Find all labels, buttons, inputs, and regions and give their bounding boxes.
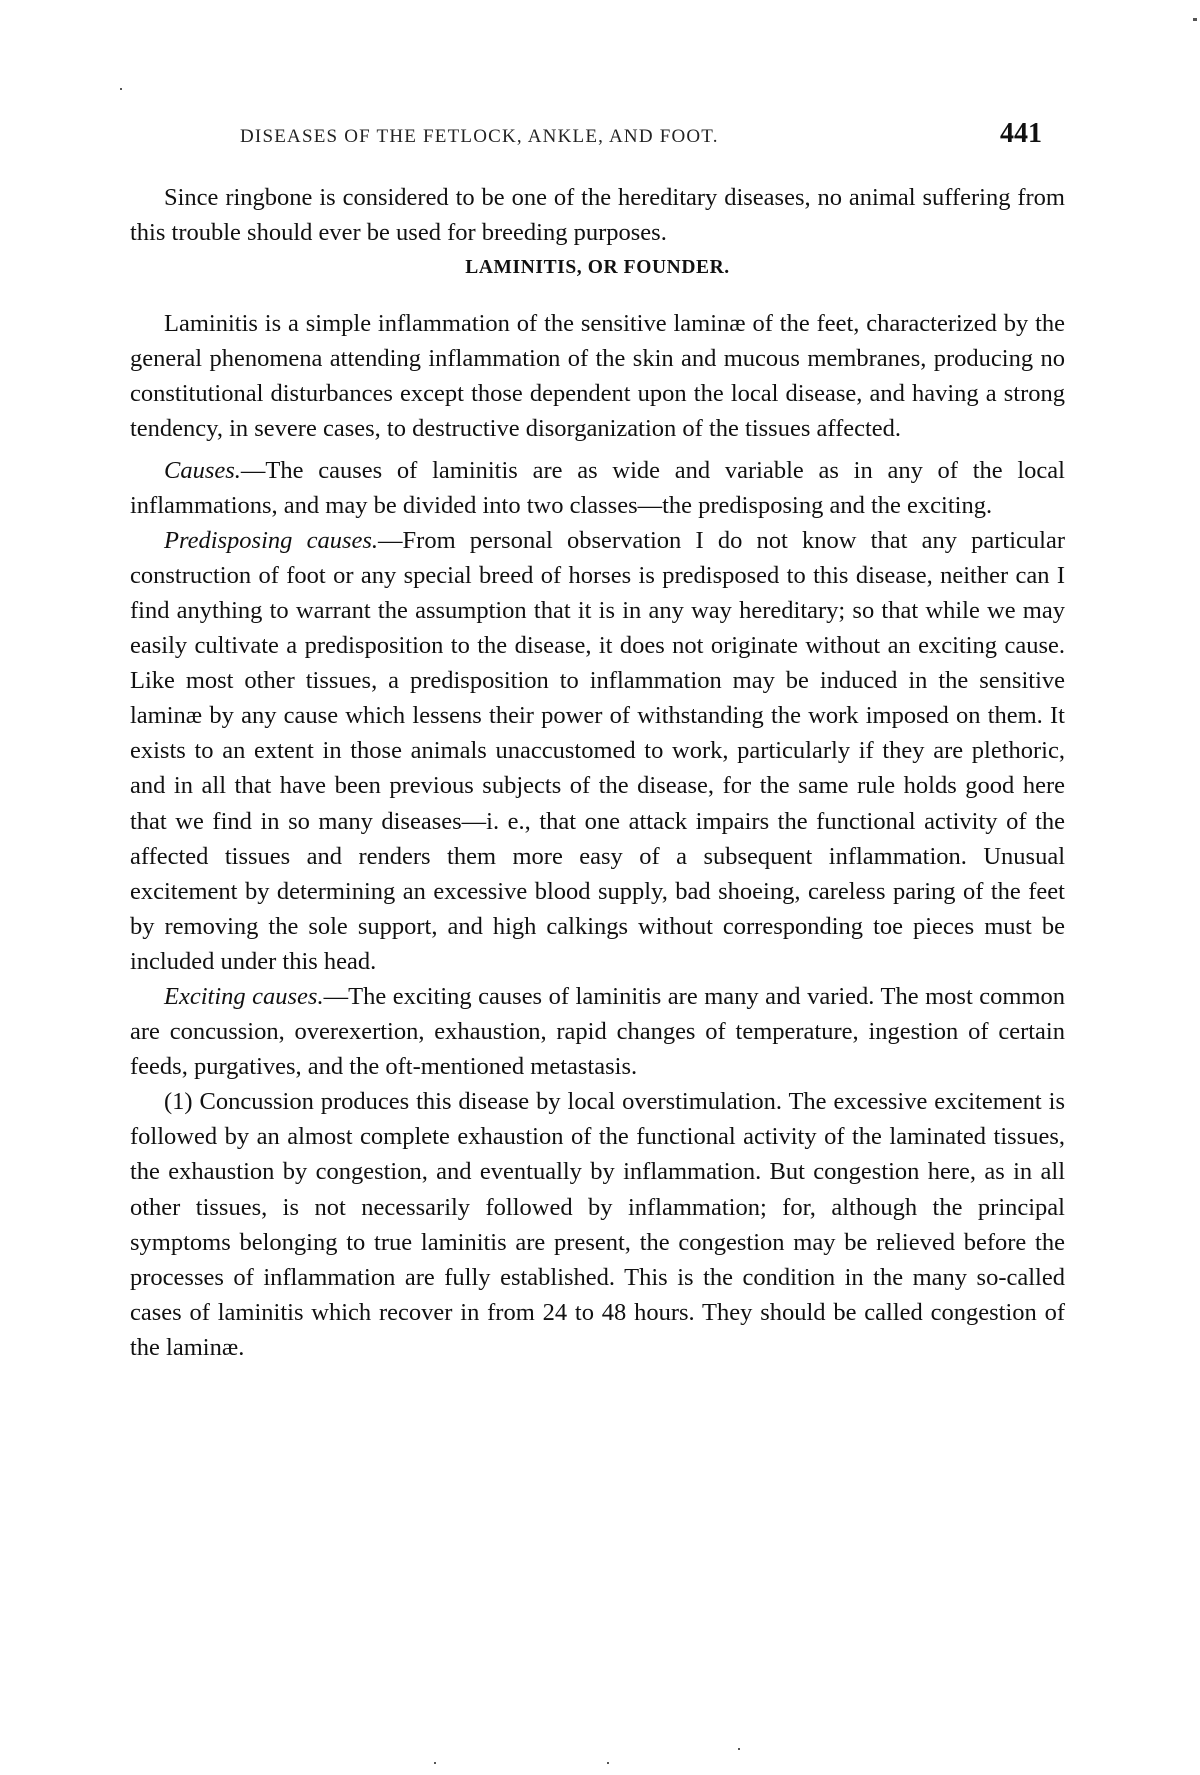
paragraph-definition xyxy=(130,306,1065,446)
paragraph-causes xyxy=(130,453,1065,523)
scan-speck xyxy=(607,1762,609,1764)
paragraph-lead: Exciting causes. xyxy=(164,982,324,1010)
intro-paragraph: Since ringbone is considered to be one of the hereditary diseases, no animal suffering from this trouble should ever be used for breeding purposes. xyxy=(130,184,1065,247)
scan-speck xyxy=(120,88,122,90)
scan-speck xyxy=(1193,18,1197,21)
paragraph-predisposing-causes xyxy=(130,523,1065,979)
paragraph-exciting-causes xyxy=(130,979,1065,1084)
scan-speck xyxy=(434,1762,436,1764)
body-text xyxy=(130,180,1065,1365)
paragraph-text: —The causes of laminitis are as wide and variable as in any of the local inflammations, and may be divided into two classes—the predisposing and the exciting. xyxy=(130,456,1065,519)
paragraph-text: —The exciting causes of laminitis are many and varied. The most common are concussion, overexertion, exhaustion, rapid changes of temperature, ingestion of certain feeds, purgatives, and the oft-mentioned metastasis. xyxy=(130,982,1066,1081)
running-head: DISEASES OF THE FETLOCK, ANKLE, AND FOOT. xyxy=(240,126,719,147)
paragraph-text: Laminitis is a simple inflammation of the sensitive laminæ of the feet, characterized by the general phenomena attending inflammation of the skin and mucous membranes, producing no constitutional disturbances except those dependent upon the local disease, and having a strong tendency, in severe cases, to destructive disorganization of the tissues affected. xyxy=(130,310,1065,443)
paragraph-text: (1) Concussion produces this disease by local overstimulation. The excessive excitement is followed by an almost complete exhaustion of the functional activity of the laminated tissues, the exhaustion by congestion, and eventually by inflammation. But congestion here, as in all other tissues, is not necessarily followed by inflammation; for, although the principal symptoms belonging to true laminitis are present, the congestion may be relieved before the processes of inflammation are fully established. This is the condition in the many so-called cases of laminitis which recover in from 24 to 48 hours. They should be called congestion of the laminæ. xyxy=(130,1088,1065,1361)
section-heading: LAMINITIS, OR FOUNDER. xyxy=(465,257,730,279)
paragraph-lead: Causes. xyxy=(164,456,241,484)
paragraph-text: —From personal observation I do not know that any particular construction of foot or any special breed of horses is predisposed to this disease, neither can I find anything to warrant the assumption that it is in any way hereditary; so that while we may easily cultivate a predisposition to the disease, it does not originate without an exciting cause. Like most other tissues, a predisposition to inflammation may be induced in the sensitive laminæ by any cause which lessens their power of withstanding the work imposed on them. It exists to an extent in those animals unaccustomed to work, particularly if they are plethoric, and in all that have been previous subjects of the disease, for the same rule holds good here that we find in so many diseases—i. e., that one attack impairs the functional activity of the affected tissues and renders them more easy of a subsequent inflammation. Unusual excitement by determining an excessive blood supply, bad shoeing, careless paring of the feet by removing the sole support, and high calkings without corresponding toe pieces must be included under this head. xyxy=(130,526,1065,975)
page-number: 441 xyxy=(1000,118,1042,149)
scan-speck xyxy=(738,1748,740,1750)
paragraph-lead: Predisposing causes. xyxy=(164,526,379,554)
paragraph-concussion xyxy=(130,1084,1065,1365)
